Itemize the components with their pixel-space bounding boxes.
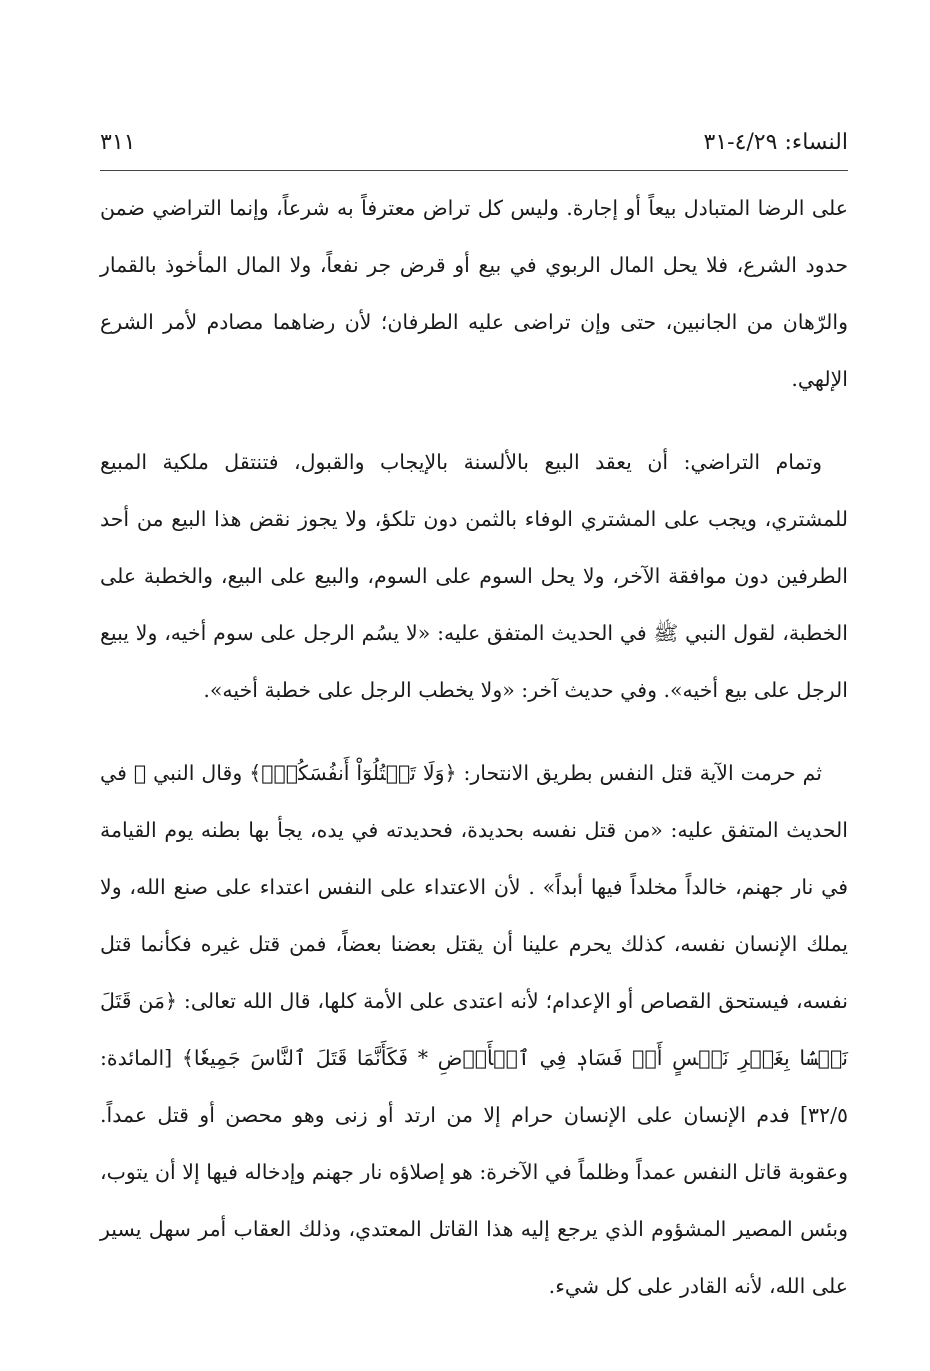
surah-reference: النساء: ٤/٢٩-٣١ [703,129,848,155]
header-divider [100,170,848,171]
running-header [100,122,848,162]
page-body [100,180,848,1315]
paragraph-1: على الرضا المتبادل بيعاً أو إجارة. وليس كل تراض معترفاً به شرعاً، وإنما التراضي ضمن حدود الشرع، فلا يحل المال الربوي في بيع أو قرض جر نفعاً، ولا المال المأخوذ بالقمار والرّهان من الجانبين، حتى وإن تراضى عليه الطرفان؛ لأن رضاهما مصادم لأمر الشرع الإلهي. [100,196,848,391]
paragraph-2: وتمام التراضي: أن يعقد البيع بالألسنة بالإيجاب والقبول، فتنتقل ملكية المبيع للمشتري، ويجب على المشتري الوفاء بالثمن دون تلكؤ، ولا يجوز نقض هذا البيع من أحد الطرفين دون موافقة الآخر، ولا يحل السوم على السوم، والبيع على البيع، والخطبة على الخطبة، لقول النبي ﷺ في الحديث المتفق عليه: «لا يسُم الرجل على سوم أخيه، ولا يبيع الرجل على بيع أخيه». وفي حديث آخر: «ولا يخطب الرجل على خطبة أخيه». [100,450,848,702]
paragraph-3: ثم حرمت الآية قتل النفس بطريق الانتحار: ﴿وَلَا تَقۡتُلُوٓاْ أَنفُسَكُمۡۚ﴾ وقال النبي ﷺ في الحديث المتفق عليه: «من قتل نفسه بحديدة، فحديدته في يده، يجأ بها بطنه يوم القيامة في نار جهنم، خالداً مخلداً فيها أبداً» . لأن الاعتداء على النفس اعتداء على صنع الله، ولا يملك الإنسان نفسه، كذلك يحرم علينا أن يقتل بعضنا بعضاً، فمن قتل غيره فكأنما قتل نفسه، فيستحق القصاص أو الإعدام؛ لأنه اعتدى على الأمة كلها، قال الله تعالى: ﴿مَن قَتَلَ نَفۡسَۢا بِغَيۡرِ نَفۡسٍ أَوۡ فَسَادٖ فِي ٱلۡأَرۡضِ * فَكَأَنَّمَا قَتَلَ ٱلنَّاسَ جَمِيعٗا﴾ [المائدة: ٣٢/٥] فدم الإنسان على الإنسان حرام إلا من ارتد أو زنى وهو محصن أو قتل عمداً. وعقوبة قاتل النفس عمداً وظلماً في الآخرة: هو إصلاؤه نار جهنم وإدخاله فيها إلا أن يتوب، وبئس المصير المشؤوم الذي يرجع إليه هذا القاتل المعتدي، وذلك العقاب أمر سهل يسير على الله، لأنه القادر على كل شيء. [100,761,848,1298]
page-number: ٣١١ [100,129,136,155]
